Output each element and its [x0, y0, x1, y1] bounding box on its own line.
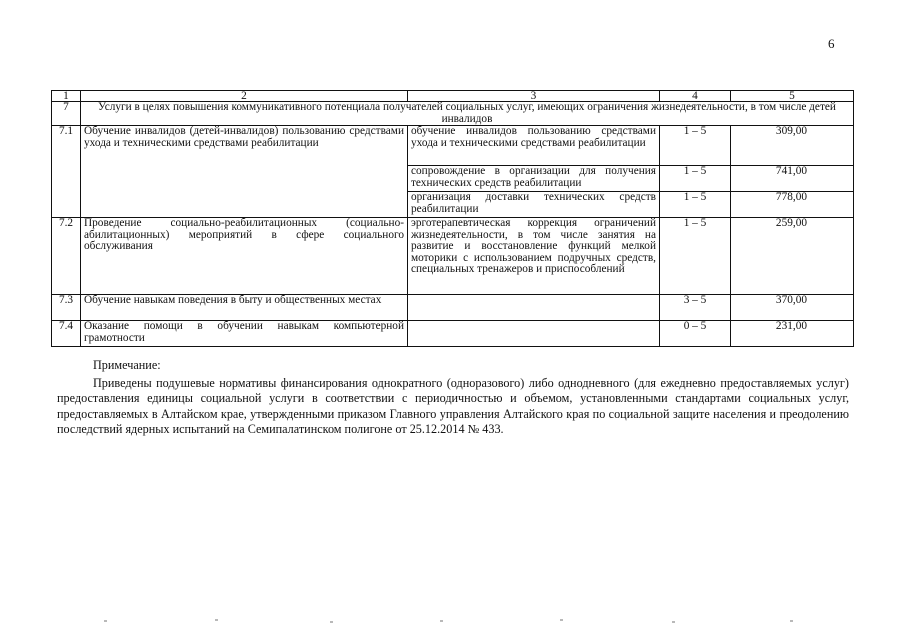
service-name: Обучение инвалидов (детей-инвалидов) пользованию средствами ухода и техническими средствами реабилитации: [81, 126, 408, 218]
column-header-4: 4: [660, 91, 731, 102]
scan-speck: [560, 619, 563, 621]
column-header-1: 1: [52, 91, 81, 102]
service-item-description: эрготерапевтическая коррекция ограничений жизнедеятельности, в том числе занятия на развитие и восстановление функций мелкой моторики с использованием подручных средств, специальных тренажеров и приспособлений: [408, 218, 660, 295]
service-item-description: обучение инвалидов пользованию средствами ухода и техническими средствами реабилитации: [408, 126, 660, 166]
service-item-description: [408, 321, 660, 347]
scan-speck: [790, 620, 793, 622]
table-row: [52, 218, 854, 295]
row-number: 7.4: [52, 321, 81, 347]
service-item-range: 1 – 5: [660, 166, 731, 192]
section-number: 7: [52, 102, 81, 126]
notes-title: Примечание:: [93, 358, 161, 372]
scan-speck: [215, 619, 218, 621]
service-item-range: 3 – 5: [660, 295, 731, 321]
table-row: [52, 321, 854, 347]
services-table: [51, 90, 854, 347]
scan-speck: [104, 620, 107, 622]
table-row: [52, 126, 854, 166]
scan-artifacts: [0, 618, 905, 628]
service-item-description: организация доставки технических средств реабилитации: [408, 192, 660, 218]
service-item-description: [408, 295, 660, 321]
service-item-price: 231,00: [731, 321, 854, 347]
page-number: 6: [828, 36, 835, 51]
service-item-price: 309,00: [731, 126, 854, 166]
table-header-row: [52, 91, 854, 102]
service-name: Обучение навыкам поведения в быту и общественных местах: [81, 295, 408, 321]
service-item-price: 259,00: [731, 218, 854, 295]
section-title: Услуги в целях повышения коммуникативного потенциала получателей социальных услуг, имеющих ограничения жизнедеятельности, в том числе детей инвалидов: [81, 102, 854, 126]
table-row: [52, 295, 854, 321]
column-header-2: 2: [81, 91, 408, 102]
row-number: 7.1: [52, 126, 81, 218]
scan-speck: [330, 621, 333, 623]
service-item-price: 370,00: [731, 295, 854, 321]
service-item-price: 778,00: [731, 192, 854, 218]
service-item-range: 0 – 5: [660, 321, 731, 347]
notes-text: Приведены подушевые нормативы финансирования однократного (одноразового) либо однодневного (для ежедневно предоставляемых услуг) предоставления единицы социальной услуги в соответствии с периодичностью и объемом, установленными стандартами социальных услуг, предоставляемых в Алтайском крае, утвержденными приказом Главного управления Алтайского края по социальной защите населения и преодолению последствий ядерных испытаний на Семипалатинском полигоне от 25.12.2014 № 433.: [57, 375, 849, 436]
service-item-description: сопровождение в организации для получения технических средств реабилитации: [408, 166, 660, 192]
row-number: 7.2: [52, 218, 81, 295]
notes-block: [57, 358, 849, 438]
column-header-3: 3: [408, 91, 660, 102]
service-name: Проведение социально-реабилитационных (социально-абилитационных) мероприятий в сфере социального обслуживания: [81, 218, 408, 295]
column-header-5: 5: [731, 91, 854, 102]
service-item-range: 1 – 5: [660, 218, 731, 295]
scan-speck: [672, 621, 675, 623]
scan-speck: [440, 620, 443, 622]
row-number: 7.3: [52, 295, 81, 321]
service-item-range: 1 – 5: [660, 192, 731, 218]
section-row: [52, 102, 854, 126]
service-item-price: 741,00: [731, 166, 854, 192]
service-name: Оказание помощи в обучении навыкам компьютерной грамотности: [81, 321, 408, 347]
service-item-range: 1 – 5: [660, 126, 731, 166]
